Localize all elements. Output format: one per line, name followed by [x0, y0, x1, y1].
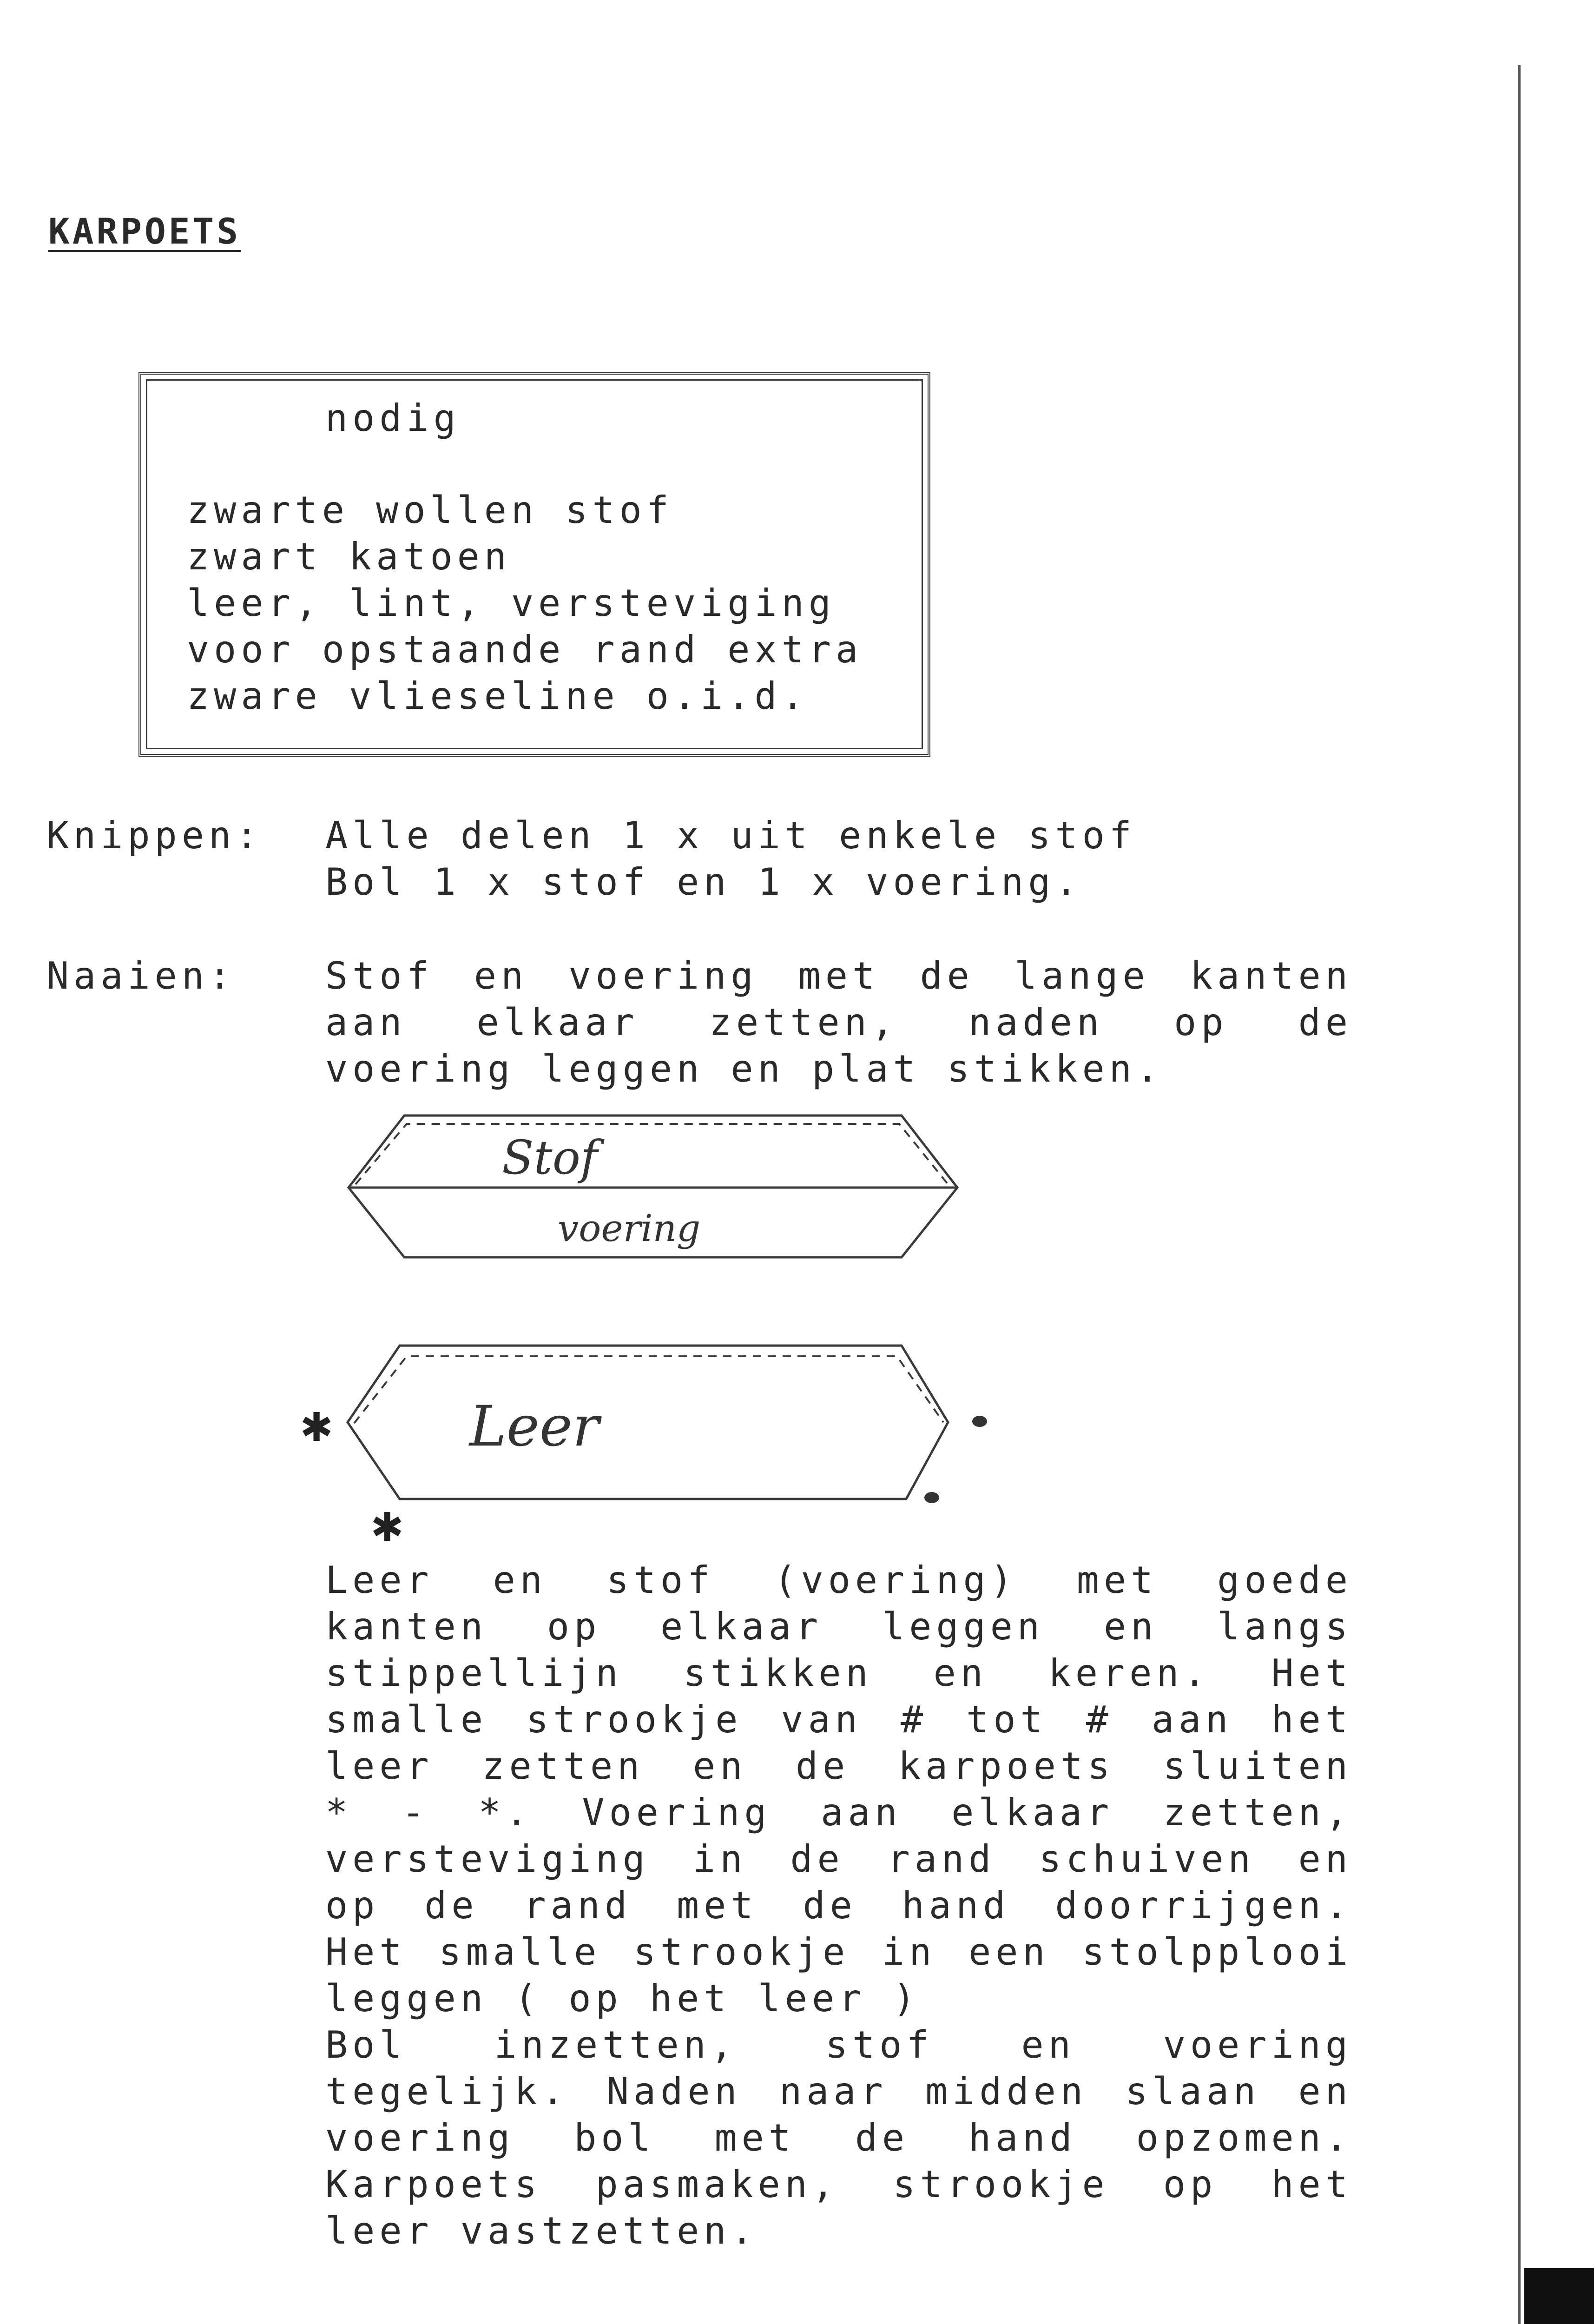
instruction-line: voering bol met de hand opzomen. — [325, 2116, 1352, 2159]
diagram-label-voering: voering — [558, 1207, 701, 1250]
diagram-label-leer: Leer — [469, 1394, 599, 1459]
instruction-line: op de rand met de hand doorrijgen. — [325, 1884, 1352, 1927]
diagram-leer — [301, 1346, 987, 1553]
sewing-label: Naaien: — [46, 954, 236, 997]
instruction-line: * - *. Voering aan elkaar zetten, — [325, 1791, 1352, 1834]
materials-item: leer, lint, versteviging — [187, 581, 836, 625]
instruction-line: leggen ( op het leer ) — [325, 1977, 920, 2020]
stof-stitch-line — [356, 1124, 948, 1184]
instruction-line: kanten op elkaar leggen en langs — [325, 1605, 1352, 1648]
diagram-label-stof: Stof — [502, 1130, 598, 1185]
instruction-line: Bol inzetten, stof en voering — [325, 2023, 1352, 2067]
diagram-stof-voering — [349, 1116, 957, 1257]
instruction-line: smalle strookje van # tot # aan het — [325, 1698, 1352, 1741]
instruction-line: leer zetten en de karpoets sluiten — [325, 1744, 1352, 1788]
instruction-line: leer vastzetten. — [325, 2209, 758, 2252]
star-mark-left: ✱ — [301, 1393, 332, 1453]
materials-item: zwart katoen — [187, 535, 511, 578]
sewing-line: aan elkaar zetten, naden op de — [325, 1001, 1352, 1044]
leer-outline — [348, 1346, 948, 1499]
star-mark-bottom: ✱ — [372, 1493, 403, 1553]
materials-item: zwarte wollen stof — [187, 489, 673, 532]
dot-mark-right — [972, 1416, 987, 1427]
page-title: KARPOETS — [48, 211, 241, 252]
sewing-line: voering leggen en plat stikken. — [325, 1047, 1164, 1090]
sewing-line: Stof en voering met de lange kanten — [325, 954, 1352, 997]
instruction-line: stippellijn stikken en keren. Het — [325, 1651, 1352, 1695]
instruction-line: Het smalle strookje in een stolpplooi — [325, 1930, 1352, 1974]
instruction-line: Karpoets pasmaken, strookje op het — [325, 2163, 1352, 2206]
instruction-line: Leer en stof (voering) met goede — [325, 1558, 1352, 1602]
materials-item: voor opstaande rand extra — [187, 628, 863, 671]
cutting-label: Knippen: — [46, 814, 263, 857]
materials-heading: nodig — [325, 396, 461, 440]
dot-mark-bottom — [924, 1492, 939, 1503]
instruction-line: versteviging in de rand schuiven en — [325, 1837, 1352, 1881]
instruction-line: tegelijk. Naden naar midden slaan en — [325, 2070, 1352, 2113]
cutting-line: Alle delen 1 x uit enkele stof — [325, 814, 1136, 857]
cutting-line: Bol 1 x stof en 1 x voering. — [325, 860, 1082, 904]
materials-item: zware vlieseline o.i.d. — [187, 674, 809, 718]
leer-stitch-line — [354, 1356, 943, 1423]
